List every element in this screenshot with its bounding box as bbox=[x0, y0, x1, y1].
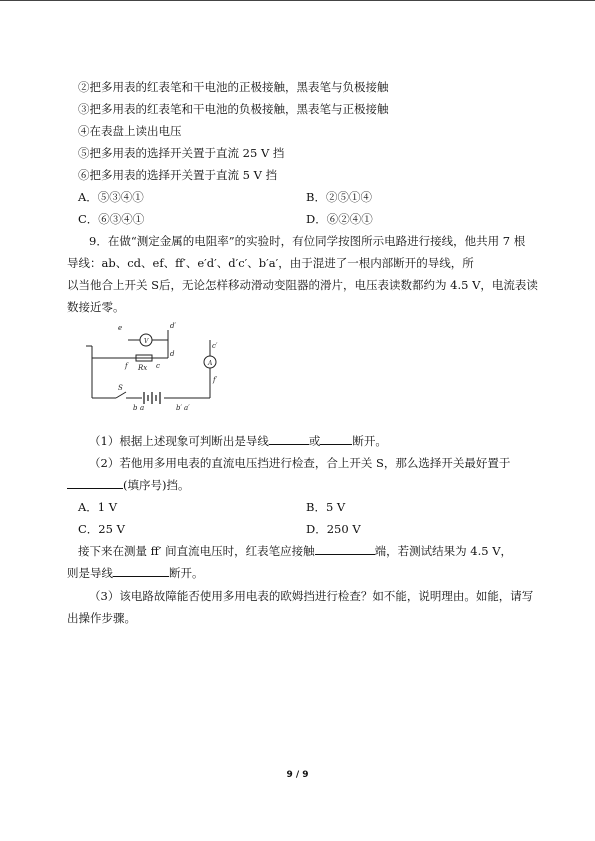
label-s: S bbox=[118, 384, 123, 392]
label-a-meter: A bbox=[208, 360, 213, 367]
q9-next-line2-pre: 则是导线 bbox=[67, 566, 113, 580]
q9-2-line2-text: (填序号)挡。 bbox=[123, 478, 190, 492]
label-c-prime: c′ bbox=[212, 342, 218, 350]
q9-text-line3: 以当他合上开关 S后，无论怎样移动滑动变阻器的滑片，电压表读数都约为 4.5 V，电流表读 bbox=[67, 278, 538, 292]
q9-2-option-b: B．5 V bbox=[306, 500, 346, 514]
answer-blank-1[interactable] bbox=[269, 444, 309, 445]
q9-text-line2: 导线：ab、cd、ef、ff′、e′d′、d′c′、b′a′，由于混进了一根内部断开的导线，所 bbox=[67, 256, 474, 270]
label-v: V bbox=[144, 338, 149, 345]
label-a-prime: a′ bbox=[184, 404, 190, 412]
page-top-rule bbox=[0, 0, 595, 1]
q9-next-line1 bbox=[78, 543, 512, 559]
answer-blank-2[interactable] bbox=[320, 444, 352, 445]
circuit-diagram bbox=[78, 318, 228, 416]
step-3: ③把多用表的红表笔和干电池的负极接触，黑表笔与正极接触 bbox=[78, 102, 389, 116]
label-rx: Rx bbox=[138, 364, 148, 372]
q9-2-line1: （2）若他用多用电表的直流电压挡进行检查，合上开关 S，那么选择开关最好置于 bbox=[89, 456, 511, 470]
q9-1-line bbox=[89, 433, 387, 449]
q9-3-line2: 出操作步骤。 bbox=[67, 611, 136, 625]
label-a: a bbox=[140, 404, 145, 412]
q9-text-line1: 9．在做“测定金属的电阻率”的实验时，有位同学按图所示电路进行接线，他共用 7 根 bbox=[89, 234, 526, 248]
q9-2-option-a: A．1 V bbox=[78, 500, 118, 514]
q9-1-post: 断开。 bbox=[352, 434, 387, 448]
q8-option-d: D．⑥②④① bbox=[306, 212, 373, 226]
page-number: 9 / 9 bbox=[286, 770, 309, 780]
q9-next-pre: 接下来在测量 ff′ 间直流电压时，红表笔应接触 bbox=[78, 544, 315, 558]
q9-2-option-d: D．250 V bbox=[306, 522, 361, 536]
q9-next-line2-post: 断开。 bbox=[169, 566, 204, 580]
label-b: b bbox=[133, 404, 138, 412]
q9-2-option-c: C．25 V bbox=[78, 522, 125, 536]
label-b-prime: b′ bbox=[176, 404, 183, 412]
q9-3-line1: （3）该电路故障能否使用多用电表的欧姆挡进行检查？如不能，说明理由。如能，请写 bbox=[89, 589, 534, 603]
label-d-prime: d′ bbox=[170, 322, 177, 330]
step-5: ⑤把多用表的选择开关置于直流 25 V 挡 bbox=[78, 146, 285, 160]
switch-blade bbox=[116, 392, 126, 398]
q9-text-line4: 数接近零。 bbox=[67, 300, 125, 314]
label-c: c bbox=[156, 362, 160, 370]
q9-next-line2 bbox=[67, 565, 204, 581]
q9-2-line2 bbox=[67, 477, 189, 493]
q8-option-c: C．⑥③④① bbox=[78, 212, 145, 226]
label-e: e bbox=[118, 324, 123, 332]
q9-1-mid: 或 bbox=[308, 434, 321, 448]
answer-blank-5[interactable] bbox=[113, 576, 169, 577]
step-2: ②把多用表的红表笔和干电池的正极接触，黑表笔与负极接触 bbox=[78, 80, 389, 94]
label-f-prime: f′ bbox=[213, 376, 218, 384]
q9-1-pre: （1）根据上述现象可判断出是导线 bbox=[89, 434, 269, 448]
q9-next-post: 端，若测试结果为 4.5 V， bbox=[374, 544, 512, 558]
label-d: d bbox=[170, 350, 175, 358]
label-f: f bbox=[125, 362, 128, 370]
q8-option-a: A．⑤③④① bbox=[78, 190, 144, 204]
q8-option-b: B．②⑤①④ bbox=[306, 190, 372, 204]
answer-blank-3[interactable] bbox=[67, 488, 123, 489]
answer-blank-4[interactable] bbox=[315, 554, 375, 555]
step-4: ④在表盘上读出电压 bbox=[78, 124, 182, 138]
step-6: ⑥把多用表的选择开关置于直流 5 V 挡 bbox=[78, 168, 278, 182]
